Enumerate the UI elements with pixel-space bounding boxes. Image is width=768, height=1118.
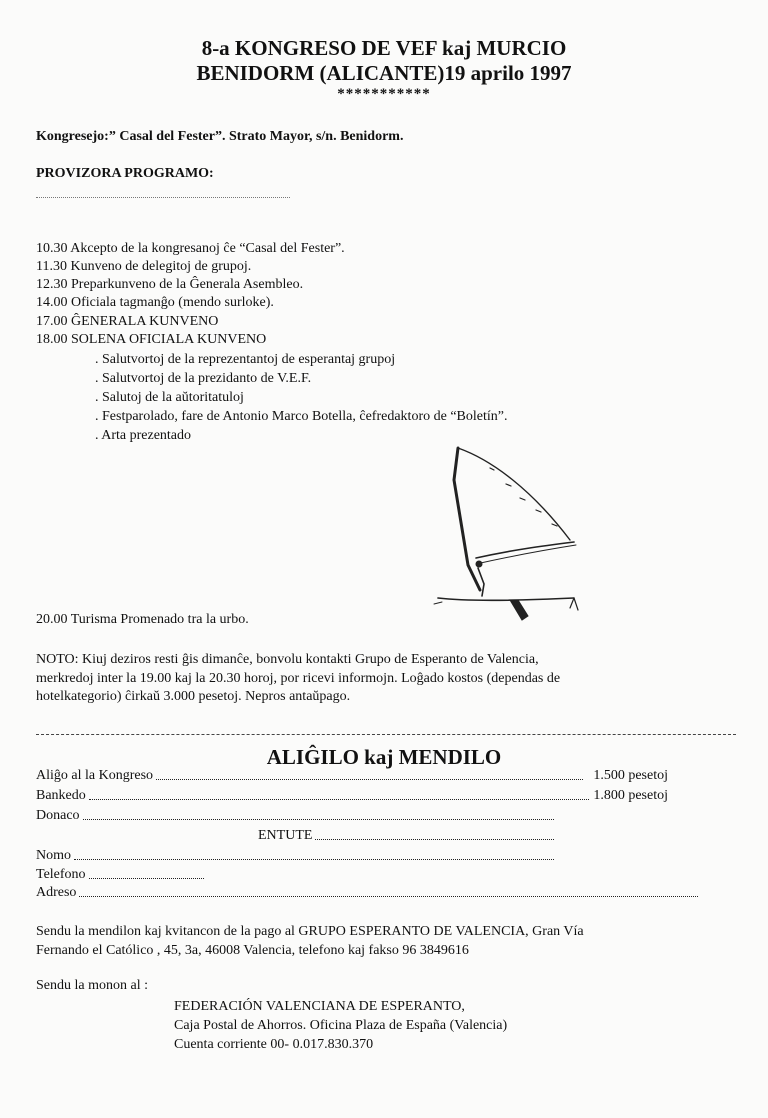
note-line-1: NOTO: Kiuj deziros resti ĝis dimanĉe, bonvolu kontakti Grupo de Esperanto de Valencia, (36, 652, 539, 667)
money-line-2: Caja Postal de Ahorros. Oficina Plaza de España (Valencia) (174, 1018, 508, 1033)
evening-program: 20.00 Turisma Promenado tra la urbo. (36, 612, 249, 627)
donation-dotted-field[interactable] (83, 819, 554, 820)
send-instructions (36, 922, 748, 960)
form-title: ALIĜILO kaj MENDILO (266, 745, 502, 769)
cut-line (36, 734, 736, 735)
program-item-1: 10.30 Akcepto de la kongresanoj ĉe “Casal del Fester”. (36, 241, 345, 256)
money-line-3: Cuenta corriente 00- 0.017.830.370 (174, 1037, 374, 1052)
send-line-2: Fernando el Católico , 45, 3a, 46008 Valencia, telefono kaj fakso 96 3849616 (36, 943, 469, 958)
fee-row (36, 768, 668, 784)
address-label: Adreso (36, 885, 77, 900)
note-paragraph (36, 651, 748, 707)
program-subitem-2: . Salutvortoj de la prezidanto de V.E.F. (95, 371, 312, 386)
fee-label: Aliĝo al la Kongreso (36, 768, 154, 783)
donation-label: Donaco (36, 808, 80, 823)
heading-dotted-rule (36, 197, 290, 198)
total-row (258, 828, 556, 844)
banquet-row (36, 788, 668, 804)
note-line-2: merkredoj inter la 19.00 kaj la 20.30 horoj, por ricevi informojn. Loĝado kostos (dependas de (36, 670, 561, 686)
name-row (36, 848, 556, 864)
address-dotted-field[interactable] (79, 896, 698, 897)
fee-amount: 1.500 pesetoj (593, 768, 668, 783)
program-subitem-1: . Salutvortoj de la reprezentantoj de esperantaj grupoj (95, 352, 396, 367)
program-item-5: 17.00 ĜENERALA KUNVENO (36, 314, 219, 329)
banquet-amount: 1.800 pesetoj (593, 788, 668, 803)
money-address (174, 997, 507, 1054)
phone-dotted-field[interactable] (89, 878, 204, 879)
total-dotted-field[interactable] (315, 839, 554, 840)
program-item-6: 18.00 SOLENA OFICIALA KUNVENO (36, 332, 267, 347)
program-item-4: 14.00 Oficiala tagmanĝo (mendo surloke). (36, 295, 274, 310)
money-line-1: FEDERACIÓN VALENCIANA DE ESPERANTO, (174, 999, 465, 1014)
name-label: Nomo (36, 848, 71, 863)
phone-label: Telefono (36, 867, 86, 882)
title-line-2: BENIDORM (ALICANTE)19 aprilo 1997 (196, 61, 572, 85)
program-heading: PROVIZORA PROGRAMO: (36, 166, 214, 181)
program-item-3: 12.30 Preparkunveno de la Ĝenerala Asembleo. (36, 277, 304, 292)
send-line-1: Sendu la mendilon kaj kvitancon de la pago al GRUPO ESPERANTO DE VALENCIA, Gran Vía (36, 924, 584, 939)
note-line-3: hotelkategorio) ĉirkaŭ 3.000 pesetoj. Nepros antaŭpago. (36, 689, 351, 704)
program-item-2: 11.30 Kunveno de delegitoj de grupoj. (36, 259, 252, 274)
money-intro: Sendu la monon al : (36, 978, 148, 993)
fee-dotted-field[interactable] (156, 779, 583, 780)
windsurfer-illustration (432, 440, 582, 625)
total-label: ENTUTE (258, 828, 313, 843)
title-line-1: 8-a KONGRESO DE VEF kaj MURCIO (201, 36, 567, 60)
title-stars: *********** (337, 86, 431, 102)
banquet-label: Bankedo (36, 788, 86, 803)
program-subitem-4: . Festparolado, fare de Antonio Marco Botella, ĉefredaktoro de “Boletín”. (95, 409, 508, 424)
program-subitem-3: . Salutoj de la aŭtoritatuloj (95, 390, 244, 405)
program-subitem-5: . Arta prezentado (95, 428, 192, 443)
venue-line: Kongresejo:” Casal del Fester”. Strato Mayor, s/n. Benidorm. (36, 129, 404, 144)
donation-row (36, 808, 556, 824)
banquet-dotted-field[interactable] (89, 799, 590, 800)
phone-row (36, 867, 206, 883)
address-row (36, 885, 700, 901)
name-dotted-field[interactable] (74, 859, 554, 860)
